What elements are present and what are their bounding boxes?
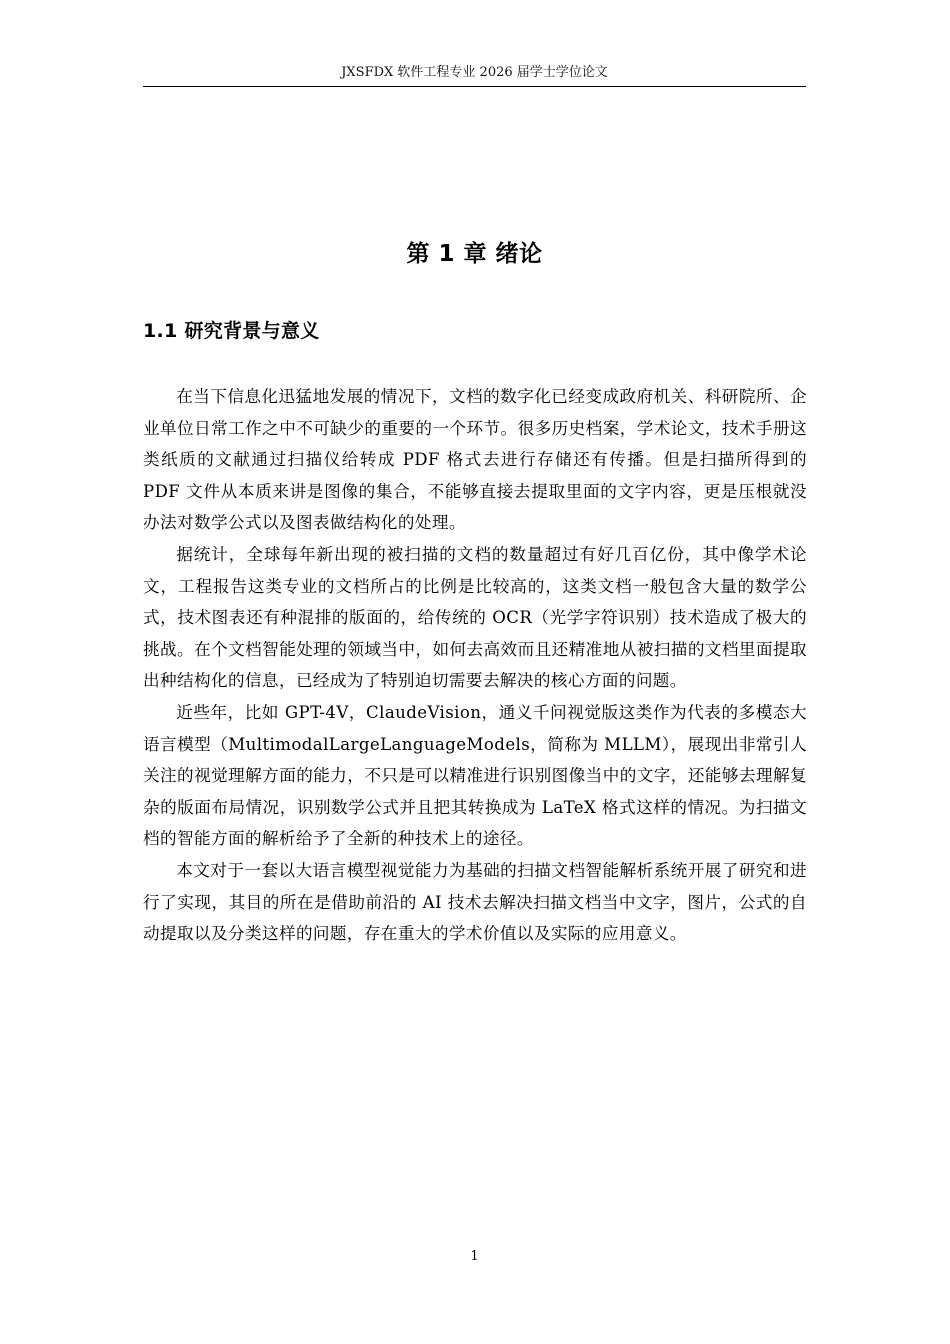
running-header: JXSFDX 软件工程专业 2026 届学士学位论文 [341,65,608,80]
chapter-title: 第 1 章 绪论 [406,241,543,267]
section-title: 1.1 研究背景与意义 [143,320,320,342]
body-text [143,381,807,950]
paragraph: 据统计，全球每年新出现的被扫描的文档的数量超过有好几百亿份，其中像学术论文，工程报告这类专业的文档所占的比例是比较高的，这类文档一般包含大量的数学公式，技术图表还有种混排的版面的，给传统的 OCR（光学字符识别）技术造成了极大的挑战。在个文档智能处理的领域当中，如何去高效而且还精准地从被扫描的文档里面提取出种结构化的信息，已经成为了特别迫切需要去解决的核心方面的问题。 [143,544,807,691]
header-divider [143,86,806,87]
page-number: 1 [470,1249,479,1264]
paragraph: 在当下信息化迅猛地发展的情况下，文档的数字化已经变成政府机关、科研院所、企业单位日常工作之中不可缺少的重要的一个环节。很多历史档案，学术论文，技术手册这类纸质的文献通过扫描仪给转成 PDF 格式去进行存储还有传播。但是扫描所得到的 PDF 文件从本质来讲是图像的集合，不能够直接去提取里面的文字内容，更是压根就没办法对数学公式以及图表做结构化的处理。 [143,387,807,533]
paragraph: 近些年，比如 GPT-4V，ClaudeVision，通义千问视觉版这类作为代表的多模态大语言模型（MultimodalLargeLanguageModels，简称为 MLLM），展现出非常引人关注的视觉理解方面的能力，不只是可以精准进行识别图像当中的文字，还能够去理解复杂的版面布局情况，识别数学公式并且把其转换成为 LaTeX 格式这样的情况。为扫描文档的智能方面的解析给予了全新的种技术上的途径。 [143,702,807,849]
paragraph: 本文对于一套以大语言模型视觉能力为基础的扫描文档智能解析系统开展了研究和进行了实现，其目的所在是借助前沿的 AI 技术去解决扫描文档当中文字，图片，公式的自动提取以及分类这样的问题，存在重大的学术价值以及实际的应用意义。 [143,860,807,944]
